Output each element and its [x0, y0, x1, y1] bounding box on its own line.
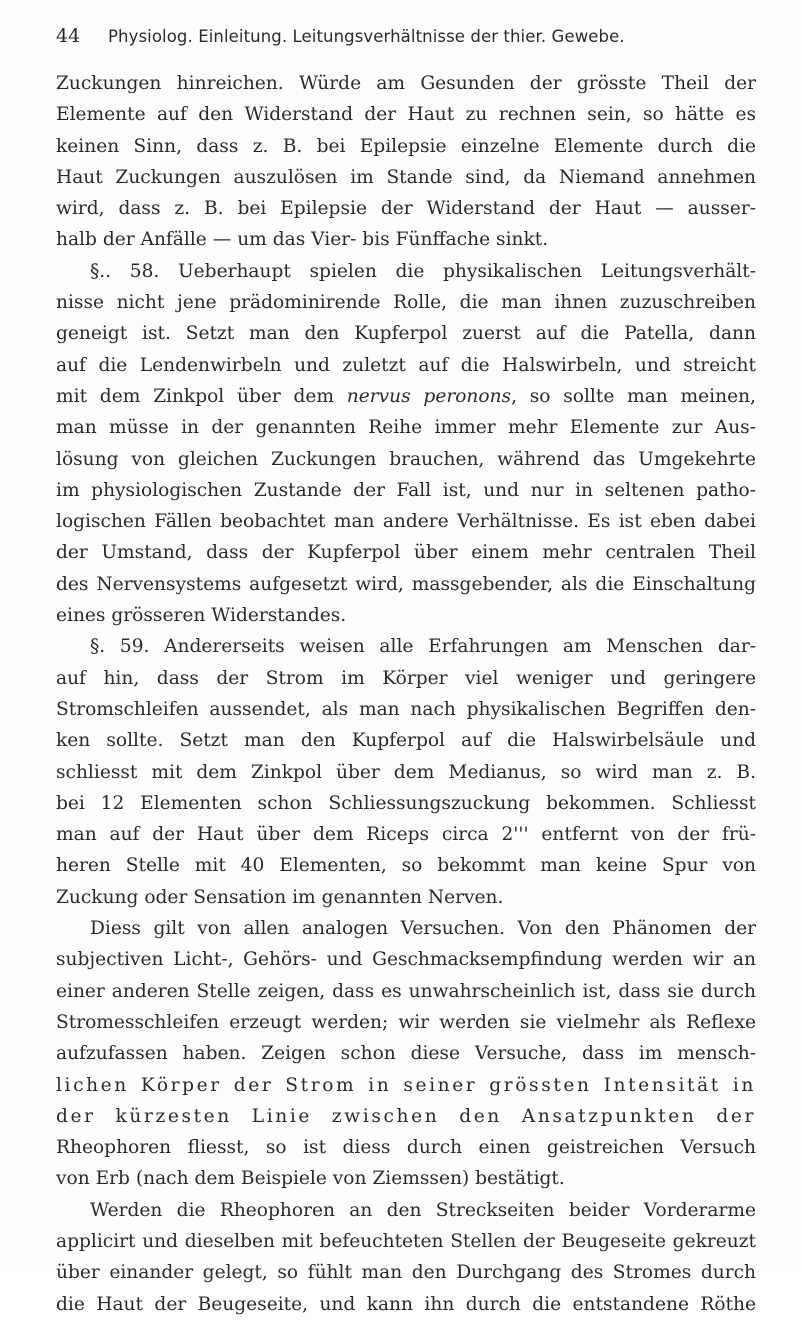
text-line: Stromesschleifen erzeugt werden; wir werden sie vielmehr als Reflexe — [56, 1011, 756, 1033]
text-line-spaced: lichen Körper der Strom in seiner grössten Intensität in — [56, 1074, 756, 1096]
text-line: die Haut der Beugeseite, und kann ihn durch die entstandene Röthe — [56, 1293, 756, 1315]
text-line: Haut Zuckungen auszulösen im Stande sind, da Niemand annehmen — [56, 166, 756, 188]
text-line: der Umstand, dass der Kupferpol über einem mehr centralen Theil — [56, 542, 756, 564]
paragraph-werden-start: Werden die Rheophoren an den Streckseiten beider Vorderarme — [90, 1199, 756, 1221]
text-line: des Nervensystems aufgesetzt wird, massgebender, als die Einschaltung — [56, 573, 756, 595]
text-line: heren Stelle mit 40 Elementen, so bekommt man keine Spur von — [56, 855, 756, 877]
text-line: eines grösseren Widerstandes. — [56, 605, 347, 627]
text-line: man auf der Haut über dem Riceps circa 2''' entfernt von der frü- — [56, 824, 756, 846]
text-line: Stromschleifen aussendet, als man nach physikalischen Begriffen den- — [56, 698, 756, 720]
text-line: von Erb (nach dem Beispiele von Ziemssen) bestätigt. — [56, 1168, 565, 1190]
paragraph-diess-start: Diess gilt von allen analogen Versuchen. Von den Phänomen der — [90, 918, 756, 940]
text-line: einer anderen Stelle zeigen, dass es unwahrscheinlich ist, dass sie durch — [56, 980, 756, 1002]
text-line: auf die Lendenwirbeln und zuletzt auf die Halswirbeln, und streicht — [56, 354, 756, 376]
paragraph-59-start: §. 59. Andererseits weisen alle Erfahrungen am Menschen dar- — [90, 636, 756, 658]
text-line: geneigt ist. Setzt man den Kupferpol zuerst auf die Patella, dann — [56, 323, 756, 345]
latin-term: nervus peronons — [346, 385, 512, 407]
text-line: applicirt und dieselben mit befeuchteten Stellen der Beugeseite gekreuzt — [56, 1230, 756, 1252]
text-line: wird, dass z. B. bei Epilepsie der Widerstand der Haut — ausser- — [56, 198, 756, 220]
page-number: 44 — [56, 25, 81, 47]
text-line: subjectiven Licht-, Gehörs- und Geschmacksempfindung werden wir an — [56, 949, 756, 971]
text-line: ken sollte. Setzt man den Kupferpol auf die Halswirbelsäule und — [56, 730, 756, 752]
text-line: Zuckungen hinreichen. Würde am Gesunden der grösste Theil der — [56, 73, 756, 94]
text-line: Zuckung oder Sensation im genannten Nerven. — [56, 886, 504, 908]
text-line-nervus-peronons: mit dem Zinkpol über dem nervus peronons, so sollte man meinen, — [56, 385, 756, 407]
text-line: halb der Anfälle — um das Vier- bis Fünffache sinkt. — [56, 229, 549, 251]
text-line: im physiologischen Zustande der Fall ist, und nur in seltenen patho- — [56, 479, 756, 501]
text-line: aufzufassen haben. Zeigen schon diese Versuche, dass im mensch- — [56, 1043, 756, 1065]
text-line: auf hin, dass der Strom im Körper viel weniger und geringere — [56, 667, 756, 689]
text-line: keinen Sinn, dass z. B. bei Epilepsie einzelne Elemente durch die — [56, 135, 756, 157]
text-line: Elemente auf den Widerstand der Haut zu rechnen sein, so hätte es — [56, 104, 756, 126]
text-body — [56, 68, 756, 1320]
running-head-title: Physiolog. Einleitung. Leitungsverhältnisse der thier. Gewebe. — [108, 27, 625, 46]
text-line: man müsse in der genannten Reihe immer mehr Elemente zur Aus- — [56, 417, 756, 439]
text-line: logischen Fällen beobachtet man andere Verhältnisse. Es ist eben dabei — [56, 511, 756, 533]
text-line: nisse nicht jene prädominirende Rolle, die man ihnen zuzuschreiben — [56, 292, 756, 314]
text-line: schliesst mit dem Zinkpol über dem Medianus, so wird man z. B. — [56, 761, 756, 783]
text-line: über einander gelegt, so fühlt man den Durchgang des Stromes durch — [56, 1262, 756, 1284]
paragraph-58-start: §.. 58. Ueberhaupt spielen die physikalischen Leitungsverhält- — [90, 260, 756, 282]
text-line: bei 12 Elementen schon Schliessungszuckung bekommen. Schliesst — [56, 792, 756, 814]
text-line: Rheophoren fliesst, so ist diess durch einen geistreichen Versuch — [56, 1137, 756, 1159]
text-line: lösung von gleichen Zuckungen brauchen, während das Umgekehrte — [56, 448, 756, 470]
running-head — [56, 22, 756, 50]
text-line-spaced: der kürzesten Linie zwischen den Ansatzpunkten der — [56, 1105, 756, 1127]
